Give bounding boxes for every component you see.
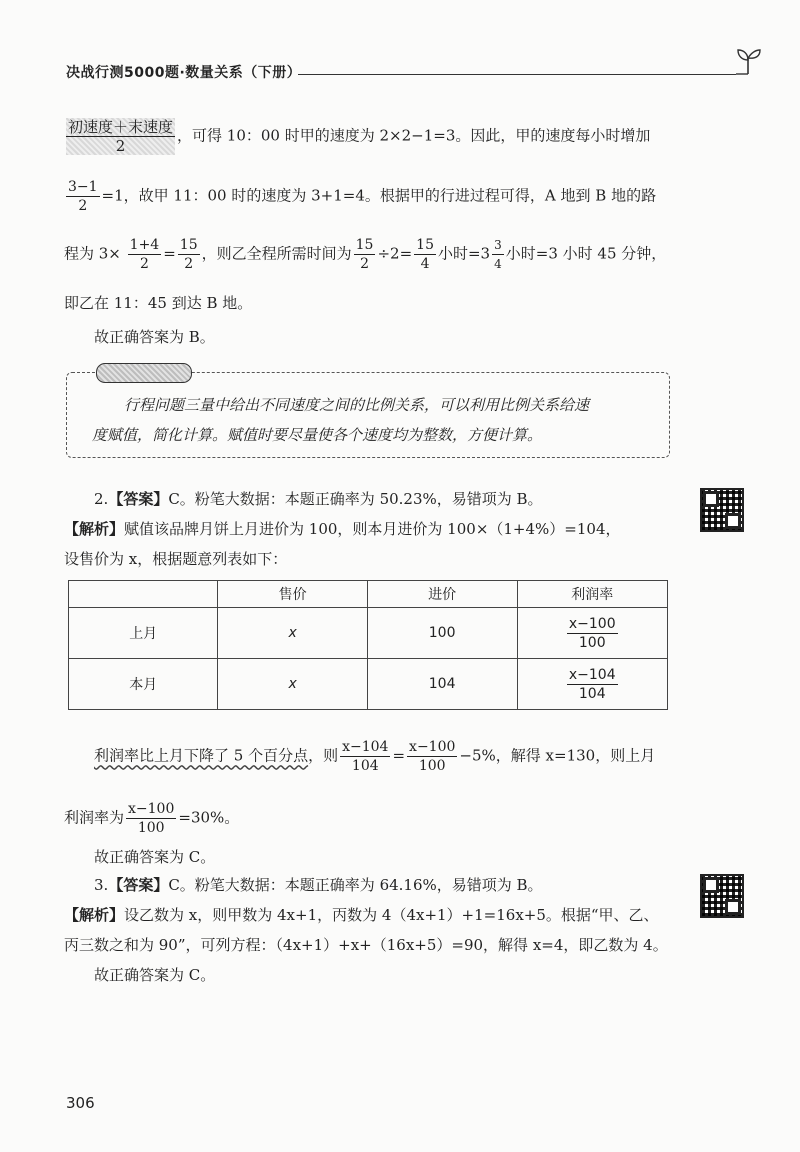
qr-code-icon[interactable] — [700, 874, 744, 918]
solution1-answer: 故正确答案为 B。 — [94, 328, 215, 346]
fraction-denominator: 2 — [360, 256, 370, 272]
fraction — [492, 236, 504, 273]
fraction-numerator: x−104 — [342, 739, 389, 755]
table-header: 利润率 — [517, 581, 668, 608]
analysis-text: ，则 — [308, 746, 339, 765]
solution1-text: =1，故甲 11：00 时的速度为 3+1=4。根据甲的行进过程可得，A 地到 B 地的路 — [101, 186, 657, 205]
fraction-numerator: x−100 — [128, 801, 175, 817]
header-rule — [298, 74, 736, 75]
fraction-numerator: x−100 — [568, 615, 616, 632]
answer-text: C。粉笔大数据：本题正确率为 50.23%，易错项为 B。 — [168, 490, 543, 508]
solution1-line1 — [64, 118, 704, 155]
fraction — [340, 738, 390, 775]
table-cell: 上月 — [69, 608, 218, 659]
q2-analysis-line1 — [64, 518, 684, 540]
fraction-denominator: 2 — [78, 198, 88, 214]
fraction-numerator: 15 — [416, 237, 434, 253]
table-row — [69, 608, 668, 659]
solution1-text: 程为 3× — [64, 244, 121, 263]
table-header — [69, 581, 218, 608]
analysis-text: 赋值该品牌月饼上月进价为 100，则本月进价为 100×（1+4%）=104， — [124, 520, 621, 538]
table-cell: 104 — [367, 659, 517, 710]
analysis-label: 【解析】 — [64, 906, 125, 924]
solution1-text: ÷2= — [377, 244, 413, 263]
fraction-denominator: 4 — [494, 257, 502, 271]
fraction — [407, 738, 457, 775]
table-row — [69, 659, 668, 710]
solution1-text: 小时=3 小时 45 分钟， — [505, 244, 667, 263]
analysis-text: =30%。 — [178, 808, 240, 827]
fraction-denominator: 100 — [137, 820, 165, 836]
table-cell: 100 — [367, 608, 517, 659]
fraction-numerator: x−104 — [568, 666, 616, 683]
qr-code-icon[interactable] — [700, 488, 744, 532]
table-cell: x — [218, 608, 367, 659]
q2-equation-line2 — [64, 800, 684, 837]
table-cell: 本月 — [69, 659, 218, 710]
fraction-denominator: 2 — [184, 256, 194, 272]
fraction — [354, 236, 376, 273]
table-header-row — [69, 581, 668, 608]
fraction-denominator: 104 — [351, 758, 379, 774]
solution1-line2 — [64, 178, 704, 215]
page-number: 306 — [66, 1094, 95, 1112]
fraction-denominator: 104 — [578, 685, 606, 702]
fraction — [128, 236, 162, 273]
table-cell: x — [218, 659, 367, 710]
solution1-line3 — [64, 236, 724, 273]
fraction-numerator: 3 — [492, 236, 504, 255]
profit-table — [68, 580, 668, 710]
question-number: 3. — [94, 876, 109, 894]
analysis-label: 【解析】 — [64, 520, 125, 538]
fraction-denominator: 2 — [66, 137, 175, 155]
fraction — [178, 236, 200, 273]
leaf-sprout-icon — [734, 46, 762, 76]
fraction-numerator: 1+4 — [129, 237, 160, 253]
fraction-numerator: 初速度＋末速度 — [68, 118, 174, 136]
fraction-numerator: 15 — [179, 237, 198, 253]
q3-final-answer: 故正确答案为 C。 — [94, 966, 216, 984]
answer-text: C。粉笔大数据：本题正确率为 64.16%，易错项为 B。 — [168, 876, 543, 894]
equals-sign: = — [163, 244, 176, 263]
fraction-denominator: 100 — [418, 758, 446, 774]
book-title: 决战行测5000题·数量关系（下册） — [66, 65, 302, 81]
fraction-avg-speed — [66, 118, 175, 155]
q3-analysis-line2: 丙三数之和为 90”，可列方程：（4x+1）+x+（16x+5）=90，解得 x=4，即乙数为 4。 — [64, 936, 668, 954]
q2-final-answer: 故正确答案为 C。 — [94, 848, 216, 866]
question-number: 2. — [94, 490, 109, 508]
underlined-condition: 利润率比上月下降了 5 个百分点 — [94, 746, 309, 765]
table-header: 进价 — [367, 581, 517, 608]
fraction — [567, 615, 618, 652]
solution1-text: ，可得 10：00 时甲的速度为 2×2−1=3。因此，甲的速度每小时增加 — [177, 126, 651, 145]
solution1-text: 小时=3 — [437, 244, 491, 263]
answer-label: 【答案】 — [108, 490, 169, 508]
fraction-numerator: x−100 — [409, 739, 456, 755]
fraction-denominator: 4 — [420, 256, 430, 272]
fraction — [126, 800, 176, 837]
fraction — [567, 666, 618, 703]
equals-sign: = — [392, 746, 406, 765]
fraction-numerator: 15 — [355, 237, 374, 253]
q3-analysis-line1 — [64, 904, 684, 926]
q2-analysis-line2: 设售价为 x，根据题意列表如下： — [64, 550, 288, 568]
solution1-text: ，则乙全程所需时间为 — [201, 244, 352, 263]
table-header: 售价 — [218, 581, 367, 608]
answer-label: 【答案】 — [108, 876, 169, 894]
table-cell — [517, 608, 668, 659]
analysis-text: 利润率为 — [64, 808, 125, 827]
q3-answer-line — [94, 874, 694, 896]
analysis-text: 设乙数为 x，则甲数为 4x+1，丙数为 4（4x+1）+1=16x+5。根据“甲、乙、 — [124, 906, 659, 924]
table-cell — [517, 659, 668, 710]
fraction-denominator: 100 — [578, 634, 606, 651]
q2-equation-line — [94, 738, 714, 775]
fraction-denominator: 2 — [139, 256, 149, 272]
fraction — [414, 236, 436, 273]
tip-label-badge — [96, 363, 192, 383]
tip-line1: 行程问题三量中给出不同速度之间的比例关系，可以利用比例关系给速 — [124, 396, 590, 414]
q2-answer-line — [94, 488, 694, 510]
fraction-speed-increase — [66, 178, 100, 215]
fraction-numerator: 3−1 — [68, 179, 98, 195]
solution1-line4: 即乙在 11：45 到达 B 地。 — [64, 294, 253, 312]
analysis-text: −5%，解得 x=130，则上月 — [459, 746, 656, 765]
tip-line2: 度赋值，简化计算。赋值时要尽量使各个速度均为整数，方便计算。 — [92, 426, 543, 444]
